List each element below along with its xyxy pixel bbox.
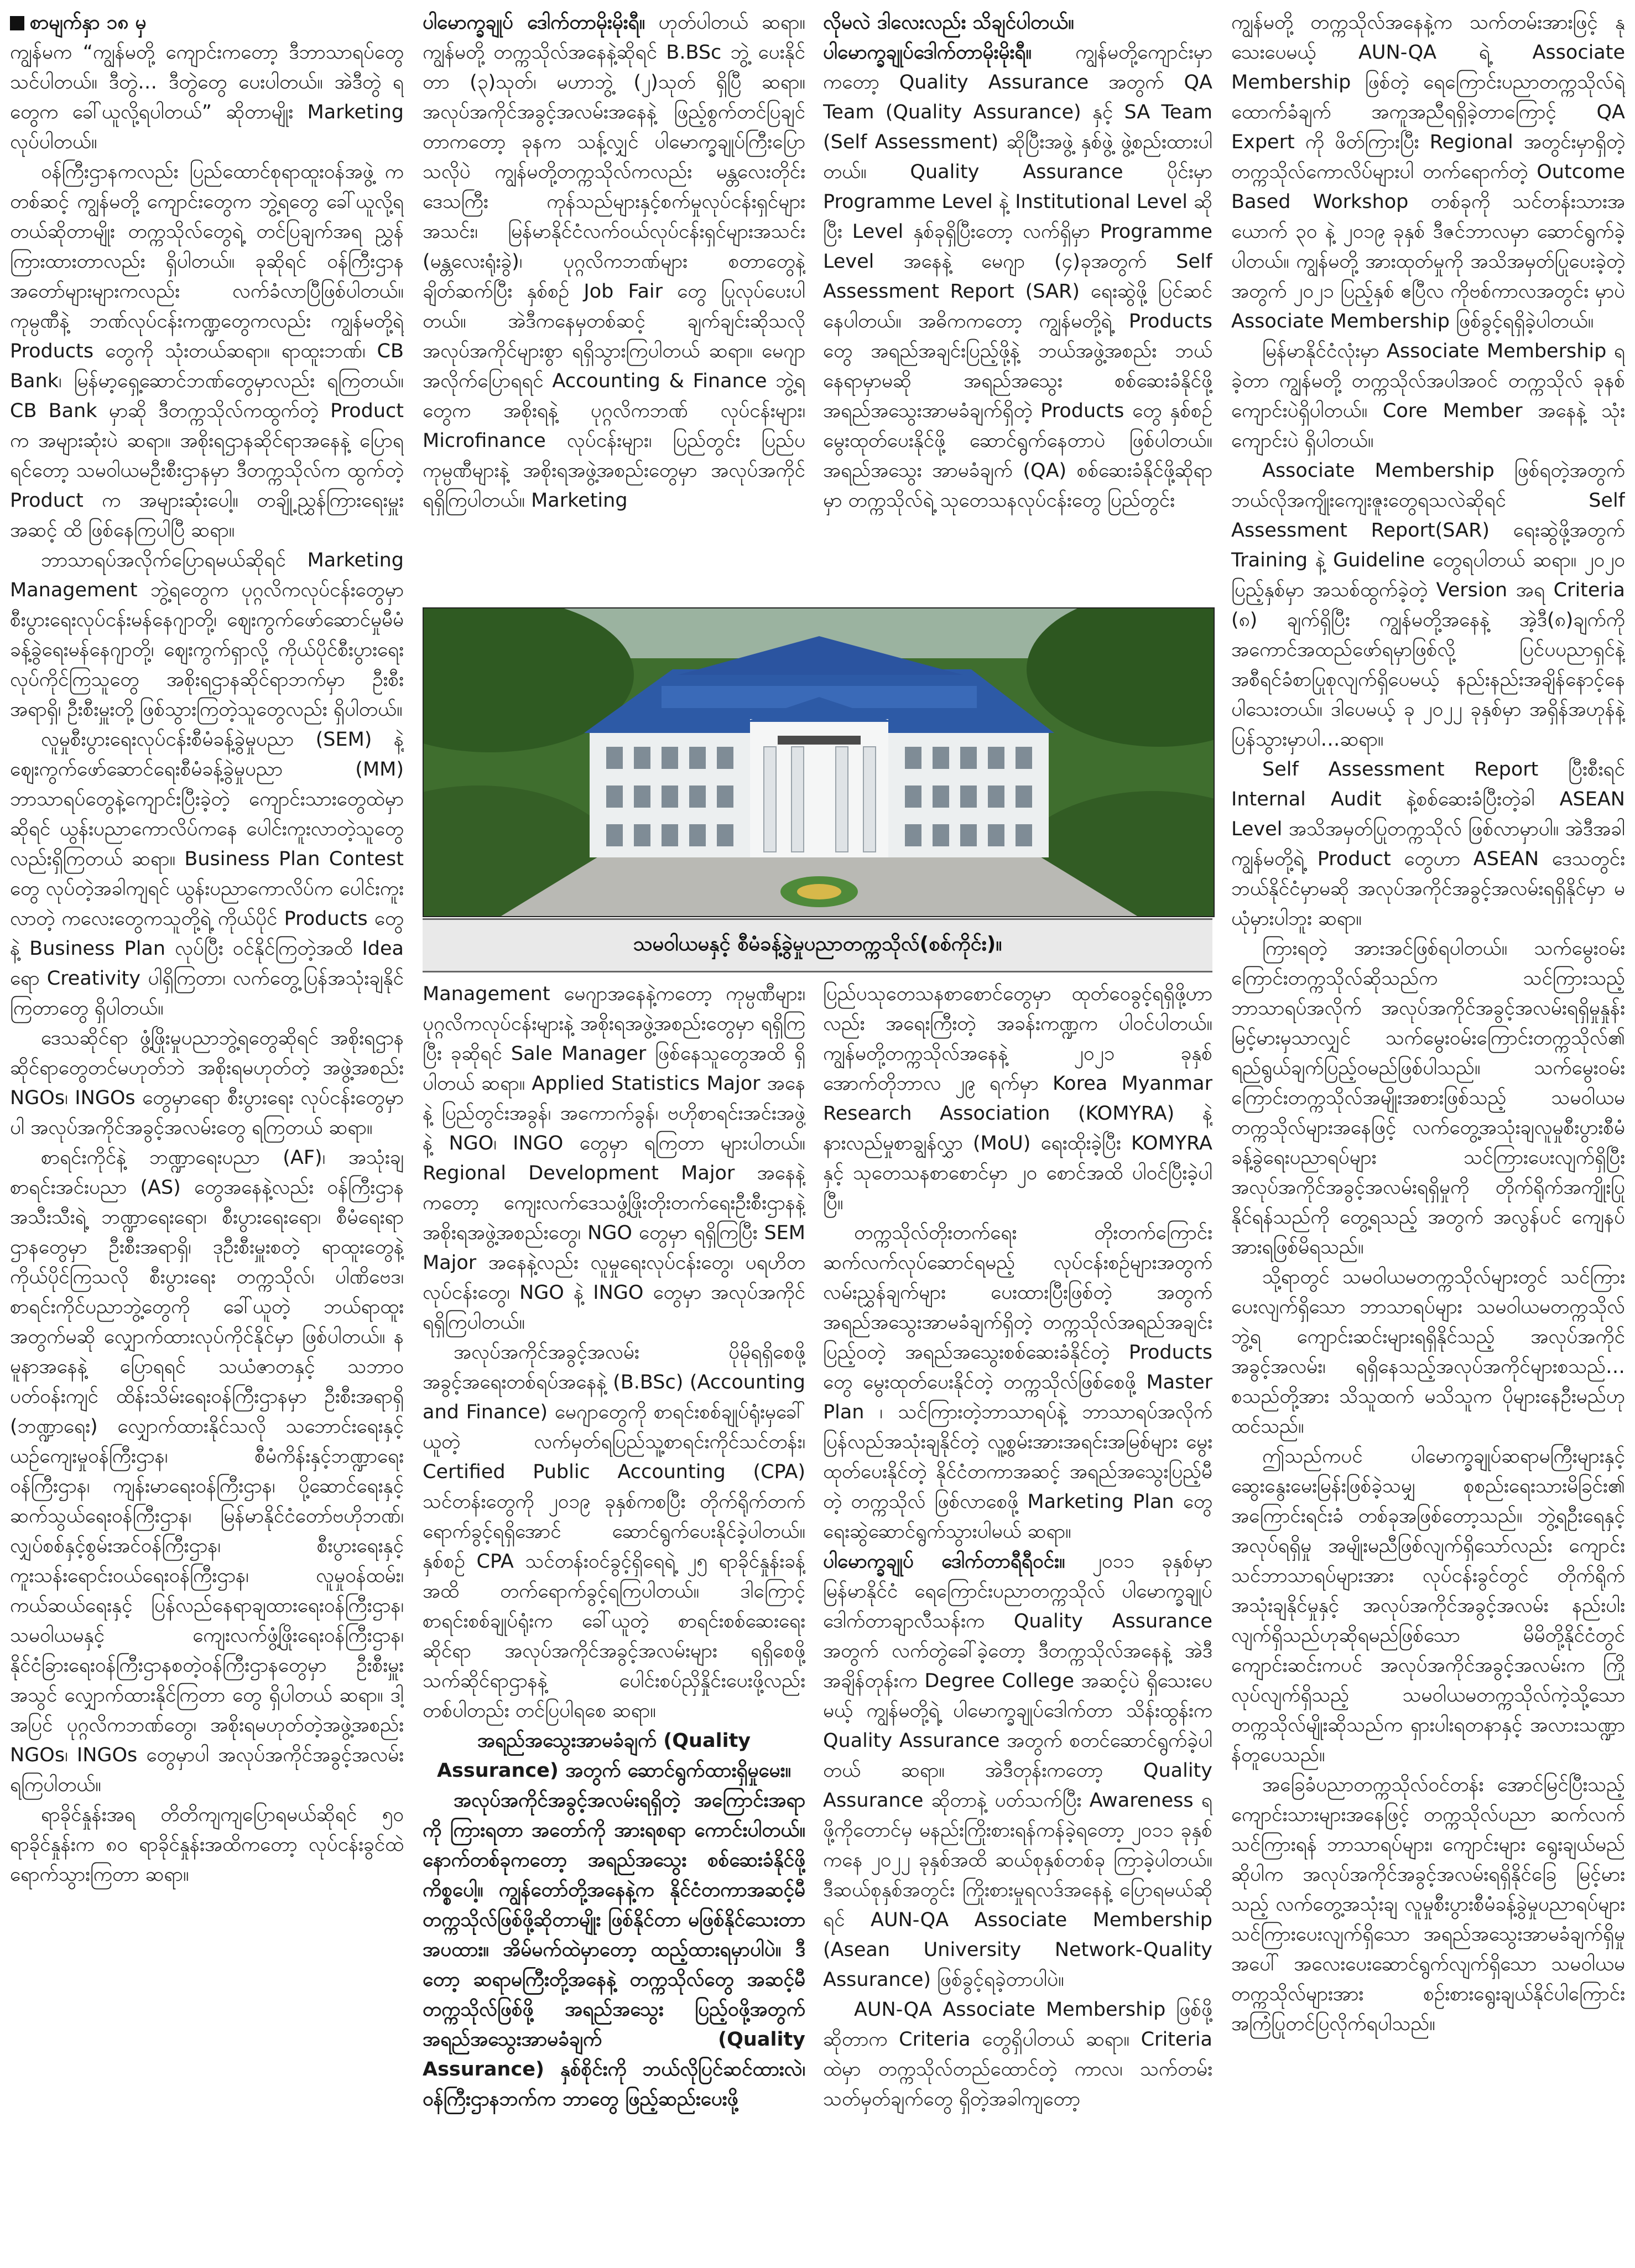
paragraph: ဝန်ကြီးဌာနကလည်း ပြည်ထောင်စုရာထူးဝန်အဖွဲ့ ကတစ်ဆင့် ကျွန်မတို့ ကျောင်းတွေက ဘွဲ့ရတွေ ခေါ်ယူလို့ရတယ်ဆိုတာမျိုး တက္ကသိုလ်တွေရဲ့ တင်ပြချက်အရ ညွှန်ကြားထားတာလည်း ရှိပါတယ်။ ခုဆိုရင် ဝန်ကြီးဌာနအတော်များများကလည်း လက်ခံလာပြီဖြစ်ပါတယ်။ ကုမ္ပဏီနဲ့ ဘဏ်လုပ်ငန်းကဏ္ဍတွေကလည်း ကျွန်မတို့ရဲ့ Products တွေကို သုံးတယ်ဆရာ။ ရာထူးဘဏ်၊ CB Bank၊ မြန်မာ့ရှေ့ဆောင်ဘဏ်တွေမှာလည်း ရကြတယ်။ CB Bank မှာဆို ဒီတက္ကသိုလ်ကထွက်တဲ့ Product က အများဆုံးပဲ ဆရာ။ အစိုးရဌာနဆိုင်ရာအနေနဲ့ ပြောရရင်တော့ သမဝါယမဦးစီးဌာနမှာ ဒီတက္ကသိုလ်က ထွက်တဲ့ Product က အများဆုံးပေါ့။ တချို့ညွှန်ကြားရေးမှူးအဆင့် ထိ ဖြစ်နေကြပါပြီ ဆရာ။ [10, 161, 404, 542]
article-column-2-bottom [423, 979, 805, 2260]
paragraph: မြန်မာနိုင်ငံလုံးမှာ Associate Membership ရခဲ့တာ ကျွန်မတို့ တက္ကသိုလ်အပါအဝင် တက္ကသိုလ် ခုနစ်ကျောင်းပဲရှိပါတယ်။ Core Member အနေနဲ့ သုံးကျောင်းပဲ ရှိပါတယ်။ [1231, 340, 1625, 452]
speaker-lead: ပါမောက္ခချုပ်ဒေါက်တာမိုးမိုးရီ။ [823, 41, 1032, 64]
paragraph: Management မေဂျာအနေနဲ့ကတော့ ကုမ္ပဏီများ၊ ပုဂ္ဂလိကလုပ်ငန်းများနဲ့ အစိုးရအဖွဲ့အစည်းတွေမှာ ရရှိကြပြီး ခုဆိုရင် Sale Manager ဖြစ်နေသူတွေအထိ ရှိပါတယ် ဆရာ။ Applied Statistics Major အနေနဲ့ ပြည်တွင်းအခွန်၊ အကောက်ခွန်၊ ဗဟိုစာရင်းအင်းအဖွဲ့နဲ့ NGO၊ INGO တွေမှာ ရကြတာ များပါတယ်။ Regional Development Major အနေနဲ့ကတော့ ကျေးလက်ဒေသဖွံ့ဖြိုးတိုးတက်ရေးဦးစီးဌာနနဲ့ အစိုးရအဖွဲ့အစည်းတွေ၊ NGO တွေမှာ ရရှိကြပြီး SEM Major အနေနဲ့လည်း လူမှုရေးလုပ်ငန်းတွေ၊ ပရဟိတလုပ်ငန်းတွေ၊ NGO နဲ့ INGO တွေမှာ အလုပ်အကိုင်ရရှိကြပါတယ်။ [423, 983, 805, 1334]
paragraph-text: လိုမလဲ ဒါလေးလည်း သိချင်ပါတယ်။ [823, 12, 1074, 34]
paragraph: အခြေခံပညာတက္ကသိုလ်ဝင်တန်း အောင်မြင်ပြီးသည့် ကျောင်းသားများအနေဖြင့် တက္ကသိုလ်ပညာ ဆက်လက်သင်ကြားရန် ဘာသာရပ်များ၊ ကျောင်းများ ရွေးချယ်မည်ဆိုပါက အလုပ်အကိုင်အခွင့်အလမ်းရရှိနိုင်ခြေ မြင့်မားသည့် လက်တွေ့အသုံးချ လူမှုစီးပွားစီမံခန့်ခွဲမှုပညာရပ်များ သင်ကြားပေးလျက်ရှိသော အရည်အသွေးအာမခံချက်ရှိမှုအပေါ် အလေးပေးဆောင်ရွက်လျက်ရှိသော သမဝါယမတက္ကသိုလ်များအား စဉ်းစားရွေးချယ်နိုင်ပါကြောင်း အကြံပြုတင်ပြလိုက်ရပါသည်။ [1231, 1774, 1625, 2035]
photo-caption: သမဝါယမနှင့် စီမံခန့်ခွဲမှုပညာတက္ကသိုလ်(စစ်ကိုင်း)။ [423, 918, 1212, 972]
paragraph: အလုပ်အကိုင်အခွင့်အလမ်း ပိုမိုရရှိစေဖို့ အခွင့်အရေးတစ်ရပ်အနေနဲ့ (B.BSc) (Accounting and Finance) မေဂျာတွေကို စာရင်းစစ်ချုပ်ရုံးမှခေါ်ယူတဲ့ လက်မှတ်ရပြည်သူ့စာရင်းကိုင်သင်တန်း၊ Certified Public Accounting (CPA) သင်တန်းတွေကို ၂၀၁၉ ခုနှစ်ကစပြီး တိုက်ရိုက်တက်ရောက်ခွင့်ရရှိအောင် ဆောင်ရွက်ပေးနိုင်ခဲ့ပါတယ်။ နှစ်စဉ် CPA သင်တန်းဝင်ခွင့်ရှိရေရဲ့ ၂၅ ရာခိုင်နှုန်းခန့်အထိ တက်ရောက်ခွင့်ရကြပါတယ်။ ဒါကြောင့် စာရင်းစစ်ချုပ်ရုံးက ခေါ်ယူတဲ့ စာရင်းစစ်ဆေးရေးဆိုင်ရာ အလုပ်အကိုင်အခွင့်အလမ်းများ ရရှိစေဖို့ သက်ဆိုင်ရာဌာနနဲ့ ပေါင်းစပ်ညှိနှိုင်းပေးဖို့လည်း တစ်ပါတည်း တင်ပြပါရစေ ဆရာ။ [423, 1341, 805, 1722]
paragraph: ဘာသာရပ်အလိုက်ပြောရမယ်ဆိုရင် Marketing Management ဘွဲ့ရတွေက ပုဂ္ဂလိကလုပ်ငန်းတွေမှာ စီးပွားရေးလုပ်ငန်းမန်နေဂျာတို့၊ ဈေးကွက်ဖော်ဆောင်မှုမီမံခန့်ခွဲရေးမန်နေဂျာတို့၊ ဈေးကွက်ရှာလို့ ကိုယ်ပိုင်စီးပွားရေးလုပ်ကိုင်ကြသူတွေ အစိုးရဌာနဆိုင်ရာဘက်မှာ ဦးစီးအရာရှိ၊ ဦးစီးမှူးတို့ ဖြစ်သွားကြတဲ့သူတွေလည်း ရှိပါတယ်။ [10, 549, 404, 721]
university-building-photo [423, 607, 1215, 917]
speaker-lead: ပါမောက္ခချုပ် ဒေါက်တာမိုးမိုးရီ။ [423, 12, 645, 34]
article-column-2-top [423, 8, 805, 597]
continuation-label [10, 8, 404, 38]
paragraph: AUN-QA Associate Membership ဖြစ်ဖို့ ဆိုတာက Criteria တွေရှိပါတယ် ဆရာ။ Criteria ထဲမှာ တက္ကသိုလ်တည်ထောင်တဲ့ ကာလ၊ သက်တမ်းသတ်မှတ်ချက်တွေ ရှိတဲ့အခါကျတော့ [823, 1999, 1212, 2110]
question-paragraph: အလုပ်အကိုင်အခွင့်အလမ်းရရှိတဲ့ အကြောင်းအရာကို ကြားရတာ အတော်ကို အားရစရာ ကောင်းပါတယ်။ နောက်တစ်ခုကတော့ အရည်အသွေး စစ်ဆေးခံနိုင်ဖို့ကိစ္စပေါ့။ ကျွန်တော်တို့အနေနဲ့က နိုင်ငံတကာအဆင့်မီတက္ကသိုလ်ဖြစ်ဖို့ဆိုတာမျိုး ဖြစ်နိုင်တာ မဖြစ်နိုင်သေးတာ အပထား။ အိမ်မက်ထဲမှာတော့ ထည့်ထားရမှာပါပဲ။ ဒီတော့ ဆရာမကြီးတို့အနေနဲ့ တက္ကသိုလ်တွေ အဆင့်မီ တက္ကသိုလ်ဖြစ်ဖို့ အရည်အသွေး ပြည့်ဝဖို့အတွက် အရည်အသွေးအာမခံချက် (Quality Assurance) နှစ်စိုင်းကို ဘယ်လိုပြင်ဆင်ထားလဲ၊ ဝန်ကြီးဌာနဘက်က ဘာတွေ ဖြည့်ဆည်းပေးဖို့ [423, 1790, 805, 2110]
paragraph: ပြည်ပသုတေသနစာစောင်တွေမှာ ထုတ်ဝေခွင့်ရရှိဖို့ဟာလည်း အရေးကြီးတဲ့ အခန်းကဏ္ဍက ပါဝင်ပါတယ်။ ကျွန်မတို့တက္ကသိုလ်အနေနဲ့ ၂၀၂၁ ခုနှစ် အောက်တိုဘာလ ၂၉ ရက်မှာ Korea Myanmar Research Association (KOMYRA) နဲ့ နားလည်မှုစာချွန်လွှာ (MoU) ရေးထိုးခဲ့ပြီး KOMYRA နှင့် သုတေသနစာစောင်မှာ ၂၀ စောင်အထိ ပါဝင်ပြီးခဲ့ပါပြီ။ [823, 983, 1212, 1214]
paragraph: ကျွန်မက “ကျွန်မတို့ ကျောင်းကတော့ ဒီဘာသာရပ်တွေ သင်ပါတယ်။ ဒီတွဲ… ဒီတွဲတွေ ပေးပါတယ်။ အဲဒီတွဲ ရတွေက ခေါ်ယူလို့ရပါတယ်” ဆိုတာမျိုး Marketing လုပ်ပါတယ်။ [10, 41, 404, 153]
paragraph-text: ဟုတ်ပါတယ် ဆရာ။ ကျွန်မတို့ တက္ကသိုလ်အနေနဲ့ဆိုရင် B.BSc ဘွဲ့ ပေးနိုင်တာ (၃)သုတ်၊ မဟာဘွဲ့ (၂)သုတ် ရှိပြီ ဆရာ။ အလုပ်အကိုင်အခွင့်အလမ်းအနေနဲ့ ဖြည့်စွက်တင်ပြချင်တာကတော့ ခုနက သန့်လျှင် ပါမောက္ခချုပ်ကြီးပြောသလိုပဲ ကျွန်မတို့တက္ကသိုလ်ကလည်း မန္တလေးတိုင်းဒေသကြီး ကုန်သည်များနှင့်စက်မှုလုပ်ငန်းရှင်များအသင်း၊ မြန်မာနိုင်ငံလက်ဝယ်လုပ်ငန်းရှင်များအသင်း (မန္တလေးရုံးခွဲ)၊ ပုဂ္ဂလိကဘဏ်များ စတာတွေနဲ့ ချိတ်ဆက်ပြီး နှစ်စဉ် Job Fair တွေ ပြုလုပ်ပေးပါတယ်။ အဲဒီကနေမှတစ်ဆင့် ချက်ချင်းဆိုသလို အလုပ်အကိုင်များစွာ ရရှိသွားကြပါတယ် ဆရာ။ မေဂျာအလိုက်ပြောရရင် Accounting & Finance ဘွဲ့ရတွေက အစိုးရနဲ့ ပုဂ္ဂလိကဘဏ် လုပ်ငန်းများ၊ Microfinance လုပ်ငန်းများ၊ ပြည်တွင်း ပြည်ပကုမ္ပဏီများနဲ့ အစိုးရအဖွဲ့အစည်းတွေမှာ အလုပ်အကိုင် ရရှိကြပါတယ်။ Marketing [423, 12, 805, 512]
paragraph: လူမှုစီးပွားရေးလုပ်ငန်းစီမံခန့်ခွဲမှုပညာ (SEM) နဲ့ ဈေးကွက်ဖော်ဆောင်ရေးစီမံခန့်ခွဲမှုပညာ (MM) ဘာသာရပ်တွေနဲ့ကျောင်းပြီးခဲ့တဲ့ ကျောင်းသားတွေထဲမှာဆိုရင် ယွန်းပညာကောလိပ်ကနေ ပေါင်းကူးလာတဲ့သူတွေလည်းရှိကြတယ် ဆရာ။ Business Plan Contest တွေ လုပ်တဲ့အခါကျရင် ယွန်းပညာကောလိပ်က ပေါင်းကူးလာတဲ့ ကလေးတွေကသူတို့ရဲ့ ကိုယ်ပိုင် Products တွေနဲ့ Business Plan လုပ်ပြီး ဝင်နိုင်ကြတဲ့အထိ Idea ရော Creativity ပါရှိကြတာ၊ လက်တွေ့ပြန်အသုံးချနိုင်ကြတာတွေ ရှိပါတယ်။ [10, 729, 404, 1019]
article-column-1 [10, 8, 404, 2260]
paragraph: ကြားရတဲ့ အားအင်ဖြစ်ရပါတယ်။ သက်မွေးဝမ်းကြောင်းတက္ကသိုလ်ဆိုသည်က သင်ကြားသည့် ဘာသာရပ်အလိုက် အလုပ်အကိုင်အခွင့်အလမ်းရရှိမှုနှုန်း မြင့်မားမှသာလျှင် သက်မွေးဝမ်းကြောင်းတက္ကသိုလ်၏ ရည်ရွယ်ချက်ပြည့်ဝမည်ဖြစ်ပါသည်။ သက်မွေးဝမ်းကြောင်းတက္ကသိုလ်အမျိုးအစားဖြစ်သည့် သမဝါယမတက္ကသိုလ်များအနေဖြင့် လက်တွေ့အသုံးချလူမှုစီးပွားစီမံခန့်ခွဲရေးပညာရပ်များ သင်ကြားပေးလျက်ရှိပြီး အလုပ်အကိုင်အခွင့်အလမ်းရရှိမှုကို တိုက်ရိုက်အကျိုးပြုနိုင်ရန်သည်ကို တွေ့ရသည့် အတွက် အလွန်ပင် ကျေနပ်အားရဖြစ်မိရသည်။ [1231, 938, 1625, 1258]
paragraph: Associate Membership ဖြစ်ရတဲ့အတွက် ဘယ်လိုအကျိုးကျေးဇူးတွေရသလဲဆိုရင် Self Assessment Report(SAR) ရေးဆွဲဖို့အတွက် Training နဲ့ Guideline တွေရပါတယ် ဆရာ။ ၂၀၂၀ ပြည့်နှစ်မှာ အသစ်ထွက်ခဲ့တဲ့ Version အရ Criteria (၈) ချက်ရှိပြီး ကျွန်မတို့အနေနဲ့ အဲ့ဒီ(၈)ချက်ကို အကောင်အထည်ဖော်ရမှာဖြစ်လို့ ပြင်ပပညာရှင်နဲ့ အစီရင်ခံစာပြုစုလျက်ရှိပေမယ့် နည်းနည်းအချိန်နောင့်နေပါသေးတယ်။ ဒါပေမယ့် ခု ၂၀၂၂ ခုနှစ်မှာ အရှိန်အဟုန်နဲ့ ပြန်သွားမှာပါ…ဆရာ။ [1231, 460, 1625, 751]
continuation-text: စာမျက်နှာ ၁၈ မှ [30, 12, 147, 34]
article-column-4 [1231, 8, 1625, 2260]
paragraph: သို့ရာတွင် သမဝါယမတက္ကသိုလ်များတွင် သင်ကြားပေးလျက်ရှိသော ဘာသာရပ်များ သမဝါယမတက္ကသိုလ်ဘွဲ့ရ ကျောင်းဆင်းများရရှိနိုင်သည့် အလုပ်အကိုင်အခွင့်အလမ်း၊ ရရှိနေသည့်အလုပ်အကိုင်များစသည်… စသည်တို့အား သိသူထက် မသိသူက ပိုများနေဦးမည်ဟု ထင်သည်။ [1231, 1266, 1625, 1438]
article-column-3-top [823, 8, 1212, 597]
paragraph: ဤသည်ကပင် ပါမောက္ခချုပ်ဆရာမကြီးများနှင့် ဆွေးနွေးမေးမြန်းဖြစ်ခဲ့သမျှ စုစည်းရေးသားမိခြင်း၏ အကြောင်းရင်းခံ တစ်ခုအဖြစ်တော့သည်။ ဘွဲ့ရဦးရေနှင့် အလုပ်ရရှိမှု အမျိုးမညီဖြစ်လျက်ရှိသော်လည်း ကျောင်းသင်ဘာသာရပ်များအား လုပ်ငန်းခွင်တွင် တိုက်ရိုက်အသုံးချနိုင်မှုနှင့် အလုပ်အကိုင်အခွင့်အလမ်း နည်းပါးလျက်ရှိသည်ဟုဆိုရမည်ဖြစ်သော မိမိတို့နိုင်ငံတွင် ကျောင်းဆင်းကပင် အလုပ်အကိုင်အခွင့်အလမ်းက ကြိုလုပ်လျက်ရှိသည့် သမဝါယမတက္ကသိုလ်ကဲ့သို့သော တက္ကသိုလ်မျိုးဆိုသည်က ရှားပါးရတနာနှင့် အလားသဏ္ဍာန်တူပေသည်။ [1231, 1445, 1625, 1766]
article-column-3-bottom [823, 979, 1212, 2260]
paragraph: ဒေသဆိုင်ရာ ဖွံ့ဖြိုးမှုပညာဘွဲ့ရတွေဆိုရင် အစိုးရဌာနဆိုင်ရာတွေတင်မဟုတ်ဘဲ အစိုးရမဟုတ်တဲ့ အဖွဲ့အစည်း NGOs၊ INGOs တွေမှာရော စီးပွားရေး လုပ်ငန်းတွေမှာပါ အလုပ်အကိုင်အခွင့်အလမ်းတွေ ရကြတယ် ဆရာ။ [10, 1027, 404, 1139]
speaker-lead: ပါမောက္ခချုပ် ဒေါက်တာရီရီဝင်း။ [823, 1551, 1065, 1573]
paragraph: ကျွန်မတို့ တက္ကသိုလ်အနေနဲ့က သက်တမ်းအားဖြင့် နုသေးပေမယ့် AUN-QA ရဲ့ Associate Membership ဖြစ်တဲ့ ရေကြောင်းပညာတက္ကသိုလ်ရဲ့ ထောက်ခံချက် အကူအညီရရှိခဲ့တာကြောင့် QA Expert ကို ဖိတ်ကြားပြီး Regional အတွင်းမှာရှိတဲ့ တက္ကသိုလ်ကောလိပ်များပါ တက်ရောက်တဲ့ Outcome Based Workshop တစ်ခုကို သင်တန်းသားအယောက် ၃၀ နဲ့ ၂၀၁၉ ခုနှစ် ဒီဇင်ဘာလမှာ ဆောင်ရွက်ခဲ့ပါတယ်။ ကျွန်မတို့ အားထုတ်မှုကို အသိအမှတ်ပြုပေးခဲ့တဲ့ အတွက် ၂၀၂၁ ပြည့်နှစ် ဧပြီလ ကိုဗစ်ကာလအတွင်း မှာပဲ Associate Membership ဖြစ်ခွင့်ရရှိခဲ့ပါတယ်။ [1231, 12, 1625, 332]
paragraph [423, 8, 805, 516]
paragraph [823, 38, 1212, 516]
paragraph [823, 1547, 1212, 1995]
paragraph-text: ၂၀၁၁ ခုနှစ်မှာ မြန်မာနိုင်ငံ ရေကြောင်းပညာတက္ကသိုလ် ပါမောက္ခချုပ် ဒေါက်တာချာလီသန်းက Quality Assurance အတွက် လက်တွဲခေါ်ခဲ့တော့ ဒီတက္ကသိုလ်အနေနဲ့ အဲဒီအချိန်တုန်းက Degree College အဆင့်ပဲ ရှိသေးပေမယ့် ကျွန်မတို့ရဲ့ ပါမောက္ခချုပ်ဒေါက်တာ သိန်းထွန်းက Quality Assurance အတွက် စတင်ဆောင်ရွက်ခဲ့ပါတယ် ဆရာ။ အဲဒီတုန်းကတော့ Quality Assurance ဆိုတာနဲ့ ပတ်သက်ပြီး Awareness ရဖို့ကိုတောင်မှ မနည်းကြိုးစားရန်ကန်ခဲ့ရတော့ ၂၀၁၁ ခုနှစ်ကနေ ၂၀၂၂ ခုနှစ်အထိ ဆယ်စုနှစ်တစ်ခု ကြာခဲ့ပါတယ်။ ဒီဆယ်စုနှစ်အတွင်း ကြိုးစားမှုရလဒ်အနေနဲ့ ပြောရမယ်ဆိုရင် AUN-QA Associate Membership (Asean University Network-Quality Assurance) ဖြစ်ခွင့်ရခဲ့တာပါပဲ။ [823, 1551, 1212, 1991]
paragraph-text: ကျွန်မတို့ကျောင်းမှာကတော့ Quality Assurance အတွက် QA Team (Quality Assurance) နှင့် SA Team (Self Assessment) ဆိုပြီးအဖွဲ့ နှစ်ဖွဲ့ ဖွဲ့စည်းထားပါတယ်။ Quality Assurance ပိုင်းမှာ Programme Level နဲ့ Institutional Level ဆိုပြီး Level နှစ်ခုရှိပြီးတော့ လက်ရှိမှာ Programme Level အနေနဲ့ မေဂျာ (၄)ခုအတွက် Self Assessment Report (SAR) ရေးဆွဲဖို့ ပြင်ဆင်နေပါတယ်။ အဓိကကတော့ ကျွန်မတို့ရဲ့ Products တွေ အရည်အချင်းပြည့်ဖို့နဲ့ ဘယ်အဖွဲ့အစည်း ဘယ်နေရာမှာမဆို အရည်အသွေး စစ်ဆေးခံနိုင်ဖို့ အရည်အသွေးအာမခံချက်ရှိတဲ့ Products တွေ နှစ်စဉ်မွေးထုတ်ပေးနိုင်ဖို့ ဆောင်ရွက်နေတာပဲ ဖြစ်ပါတယ်။ အရည်အသွေး အာမခံချက် (QA) စစ်ဆေးခံနိုင်ဖို့ဆိုရာမှာ တက္ကသိုလ်ရဲ့ သုတေသနလုပ်ငန်းတွေ ပြည်တွင်း [823, 41, 1212, 512]
square-bullet-icon [10, 16, 24, 30]
paragraph: တက္ကသိုလ်တိုးတက်ရေး တိုးတက်ကြောင်း ဆက်လက်လုပ်ဆောင်ရမည့် လုပ်ငန်းစဉ်များအတွက် လမ်းညွှန်ချက်များ ပေးထားပြီးဖြစ်တဲ့ အတွက် အရည်အသွေးအာမခံချက်ရှိတဲ့ တက္ကသိုလ်အရည်အချင်းပြည့်ဝတဲ့ အရည်အသွေးစစ်ဆေးခံနိုင်တဲ့ Products တွေ မွေးထုတ်ပေးနိုင်တဲ့ တက္ကသိုလ်ဖြစ်စေဖို့ Master Plan ၊ သင်ကြားတဲ့ဘာသာရပ်နဲ့ ဘာသာရပ်အလိုက် ပြန်လည်အသုံးချနိုင်တဲ့ လူ့စွမ်းအားအရင်းအမြစ်များ မွေးထုတ်ပေးနိုင်တဲ့ နိုင်ငံတကာအဆင့် အရည်အသွေးပြည့်မီတဲ့ တက္ကသိုလ် ဖြစ်လာစေဖို့ Marketing Plan တွေ ရေးဆွဲဆောင်ရွက်သွားပါမယ် ဆရာ။ [823, 1222, 1212, 1543]
paragraph: Self Assessment Report ပြီးစီးရင် Internal Audit နဲ့စစ်ဆေးခံပြီးတဲ့ခါ ASEAN Level အသိအမှတ်ပြုတက္ကသိုလ် ဖြစ်လာမှာပါ။ အဲဒီအခါ ကျွန်မတို့ရဲ့ Product တွေဟာ ASEAN ဒေသတွင်း ဘယ်နိုင်ငံမှာမဆို အလုပ်အကိုင်အခွင့်အလမ်းရရှိနိုင်မှာ မယုံမှားပါဘူး ဆရာ။ [1231, 758, 1625, 930]
paragraph: စာရင်းကိုင်နဲ့ ဘဏ္ဍာရေးပညာ (AF)၊ အသုံးချ စာရင်းအင်းပညာ (AS) တွေအနေနဲ့လည်း ဝန်ကြီးဌာနအသီးသီးရဲ့ ဘဏ္ဍာရေးရော၊ စီးပွားရေးရော၊ စီမံရေးရာဌာနတွေမှာ ဦးစီးအရာရှိ၊ ဒုဦးစီးမှူးစတဲ့ ရာထူးတွေနဲ့ ကိုယ်ပိုင်ကြသလို စီးပွားရေး တက္ကသိုလ်၊ ပါဏိဗေဒ၊ စာရင်းကိုင်ပညာဘွဲ့တွေကို ခေါ်ယူတဲ့ ဘယ်ရာထူးအတွက်မဆို လျှောက်ထားလုပ်ကိုင်နိုင်မှာ ဖြစ်ပါတယ်။ နမူနာအနေနဲ့ ပြောရရင် သယံဇာတနှင့် သဘာဝပတ်ဝန်းကျင် ထိန်းသိမ်းရေးဝန်ကြီးဌာနမှာ ဦးစီးအရာရှိ (ဘဏ္ဍာရေး) လျှောက်ထားနိုင်သလို သဘောင်းရေးနှင့် ယဉ်ကျေးမှုဝန်ကြီးဌာန၊ စီမံကိန်းနှင့်ဘဏ္ဍာရေး ဝန်ကြီးဌာန၊ ကျန်းမာရေးဝန်ကြီးဌာန၊ ပို့ဆောင်ရေးနှင့် ဆက်သွယ်ရေးဝန်ကြီးဌာန၊ မြန်မာနိုင်ငံတော်ဗဟိုဘဏ်၊ လျှပ်စစ်နှင့်စွမ်းအင်ဝန်ကြီးဌာန၊ စီးပွားရေးနှင့် ကူးသန်းရောင်းဝယ်ရေးဝန်ကြီးဌာန၊ လူမှုဝန်ထမ်း၊ ကယ်ဆယ်ရေးနှင့် ပြန်လည်နေရာချထားရေးဝန်ကြီးဌာန၊ သမဝါယမနှင့် ကျေးလက်ဖွံ့ဖြိုးရေးဝန်ကြီးဌာန၊ နိုင်ငံခြားရေးဝန်ကြီးဌာနစတဲ့ဝန်ကြီးဌာနတွေမှာ ဦးစီးမှူးအသွင် လျှောက်ထားနိုင်ကြတာ တွေ ရှိပါတယ် ဆရာ။ ဒါ့အပြင် ပုဂ္ဂလိကဘဏ်တွေ၊ အစိုးရမဟုတ်တဲ့အဖွဲ့အစည်း NGOs၊ INGOs တွေမှာပါ အလုပ်အကိုင်အခွင့်အလမ်းရကြပါတယ်။ [10, 1147, 404, 1796]
section-heading: အရည်အသွေးအာမခံချက် (Quality Assurance) အတွက် ဆောင်ရွက်ထားရှိမှုမေး။ [436, 1730, 792, 1782]
paragraph: ရာခိုင်နှုန်းအရ တိတိကျကျပြောရမယ်ဆိုရင် ၅၀ ရာခိုင်နှုန်းက ၈၀ ရာခိုင်နှုန်းအထိကတော့ လုပ်ငန်းခွင်ထဲ ရောက်သွားကြတာ ဆရာ။ [10, 1804, 404, 1886]
paragraph [823, 8, 1212, 38]
